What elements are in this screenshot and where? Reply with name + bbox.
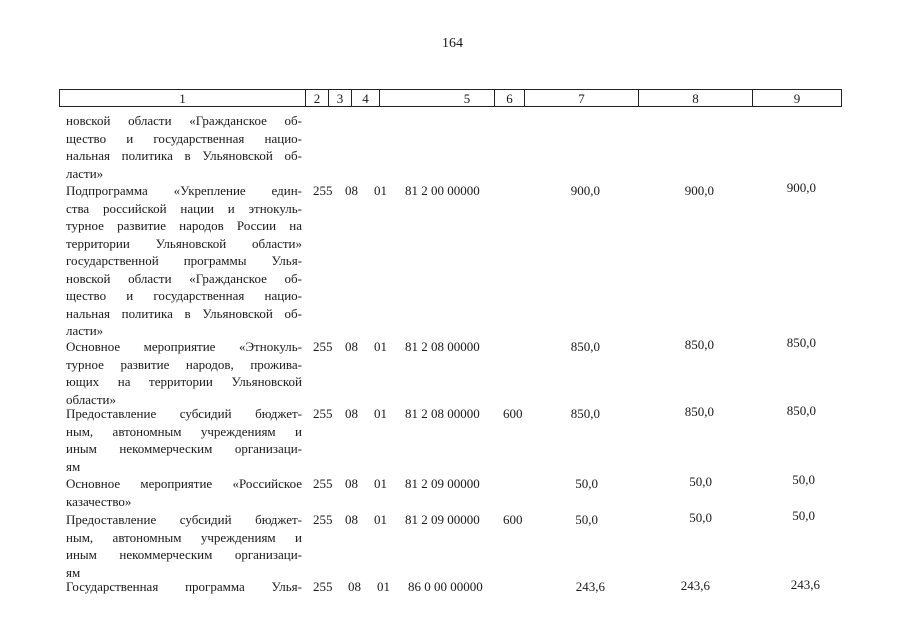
desc-line: иным некоммерческим организаци- xyxy=(66,441,302,456)
cell-col-2: 255 xyxy=(313,406,333,421)
cell-col-9: 243,6 xyxy=(790,577,820,592)
cell-col-5: 81 2 09 00000 xyxy=(405,476,480,491)
table-row-desc xyxy=(66,578,302,596)
header-col-1: 1 xyxy=(179,91,186,106)
desc-line: щество и государственная нацио- xyxy=(66,288,302,303)
desc-line: казачество» xyxy=(66,493,132,509)
cell-col-2: 255 xyxy=(313,476,333,491)
header-col-4: 4 xyxy=(351,90,379,106)
desc-line: иным некоммерческим организаци- xyxy=(66,547,302,562)
table-row-desc xyxy=(66,338,302,408)
cell-col-5: 81 2 00 00000 xyxy=(405,183,480,198)
header-col-9: 9 xyxy=(752,90,841,106)
desc-line: щество и государственная нацио- xyxy=(66,130,302,146)
cell-col-9: 50,0 xyxy=(792,508,815,523)
cell-col-9: 850,0 xyxy=(786,403,816,418)
header-col-7: 7 xyxy=(524,90,638,106)
table-row-desc xyxy=(66,182,302,340)
header-col-5: 5 xyxy=(379,90,554,106)
cell-col-4: 01 xyxy=(374,512,387,527)
desc-line: территории Ульяновской области» xyxy=(66,235,302,251)
table-row-desc xyxy=(66,475,302,510)
desc-line: ющих на территории Ульяновской xyxy=(66,374,302,389)
cell-col-9: 850,0 xyxy=(786,335,816,350)
desc-line: нальная политика в Ульяновской об- xyxy=(66,148,302,163)
cell-col-3: 08 xyxy=(345,476,358,491)
cell-col-7: 50,0 xyxy=(575,476,598,491)
desc-line: ства российской нации и этнокуль- xyxy=(66,200,302,216)
cell-col-4: 01 xyxy=(374,406,387,421)
desc-line: турное развитие народов России на xyxy=(66,218,302,233)
cell-col-7: 243,6 xyxy=(575,579,605,594)
desc-line: ласти» xyxy=(66,323,104,338)
desc-line: области» xyxy=(66,391,116,407)
cell-col-7: 850,0 xyxy=(570,406,600,421)
desc-line: ным, автономным учреждениям и xyxy=(66,529,302,545)
table-header-row xyxy=(59,89,842,107)
cell-col-8: 50,0 xyxy=(689,474,712,489)
cell-col-3: 08 xyxy=(345,339,358,354)
cell-col-5: 81 2 09 00000 xyxy=(405,512,480,527)
cell-col-4: 01 xyxy=(377,579,390,594)
cell-col-9: 50,0 xyxy=(792,472,815,487)
desc-line: ным, автономным учреждениям и xyxy=(66,423,302,439)
desc-line: ласти» xyxy=(66,165,104,181)
cell-col-4: 01 xyxy=(374,476,387,491)
cell-col-6: 600 xyxy=(503,406,523,421)
cell-col-7: 50,0 xyxy=(575,512,598,527)
desc-line: Подпрограмма «Укрепление един- xyxy=(66,183,302,198)
cell-col-2: 255 xyxy=(313,183,333,198)
desc-line: турное развитие народов, прожива- xyxy=(66,356,302,372)
cell-col-8: 50,0 xyxy=(689,510,712,525)
header-col-3: 3 xyxy=(328,90,351,106)
cell-col-9: 900,0 xyxy=(786,180,816,195)
cell-col-7: 850,0 xyxy=(570,339,600,354)
desc-line: государственной программы Улья- xyxy=(66,253,302,268)
cell-col-5: 81 2 08 00000 xyxy=(405,406,480,421)
cell-col-8: 900,0 xyxy=(684,183,714,198)
table-row-desc xyxy=(66,112,302,182)
desc-line: нальная политика в Ульяновской об- xyxy=(66,305,302,321)
cell-col-4: 01 xyxy=(374,339,387,354)
cell-col-8: 850,0 xyxy=(684,404,714,419)
cell-col-3: 08 xyxy=(345,406,358,421)
desc-line: новской области «Гражданское об- xyxy=(66,270,302,286)
cell-col-8: 243,6 xyxy=(680,578,710,593)
desc-line: Предоставление субсидий бюджет- xyxy=(66,406,302,421)
desc-line: ям xyxy=(66,564,81,580)
desc-line: Предоставление субсидий бюджет- xyxy=(66,512,302,527)
cell-col-8: 850,0 xyxy=(684,337,714,352)
cell-col-2: 255 xyxy=(313,579,333,594)
header-col-2: 2 xyxy=(305,90,328,106)
header-col-8: 8 xyxy=(638,90,752,106)
desc-line: Основное мероприятие «Этнокуль- xyxy=(66,339,302,354)
cell-col-3: 08 xyxy=(348,579,361,594)
cell-col-5: 86 0 00 00000 xyxy=(408,579,483,594)
cell-col-2: 255 xyxy=(313,512,333,527)
desc-line: ям xyxy=(66,458,81,474)
table-row-desc xyxy=(66,511,302,581)
page-number: 164 xyxy=(442,36,463,51)
cell-col-7: 900,0 xyxy=(570,183,600,198)
cell-col-5: 81 2 08 00000 xyxy=(405,339,480,354)
cell-col-3: 08 xyxy=(345,183,358,198)
desc-line: Государственная программа Улья- xyxy=(66,579,302,594)
desc-line: Основное мероприятие «Российское xyxy=(66,476,302,491)
cell-col-6: 600 xyxy=(503,512,523,527)
desc-line: новской области «Гражданское об- xyxy=(66,113,302,128)
cell-col-3: 08 xyxy=(345,512,358,527)
header-col-6: 6 xyxy=(494,90,524,106)
table-row-desc xyxy=(66,405,302,475)
cell-col-2: 255 xyxy=(313,339,333,354)
cell-col-4: 01 xyxy=(374,183,387,198)
